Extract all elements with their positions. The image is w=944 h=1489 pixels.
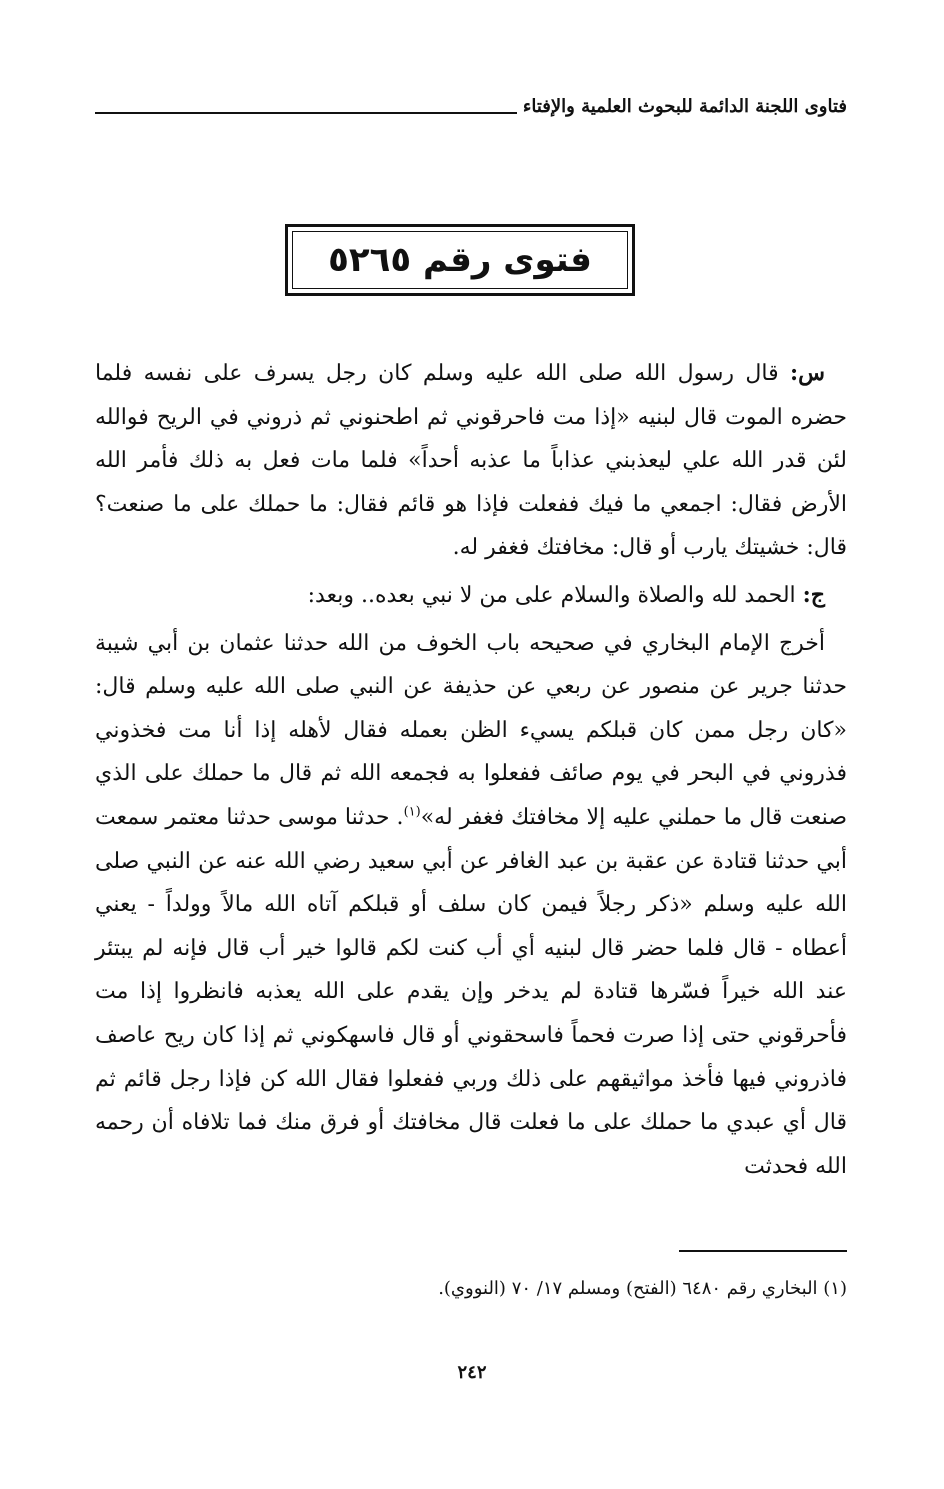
header-rule bbox=[95, 112, 517, 114]
question-label: س: bbox=[790, 360, 826, 386]
answer-opening-paragraph bbox=[95, 574, 847, 618]
footnote: (١) البخاري رقم ٦٤٨٠ (الفتح) ومسلم ١٧/ ٧٠ (النووي). bbox=[438, 1278, 847, 1299]
running-header bbox=[95, 88, 847, 118]
fatwa-title: فتوى رقم ٥٢٦٥ bbox=[328, 240, 592, 280]
fatwa-body bbox=[95, 352, 847, 1188]
page-number: ٢٤٢ bbox=[457, 1362, 487, 1383]
footnote-reference[interactable]: (١) bbox=[403, 804, 421, 820]
answer-opening: الحمد لله والصلاة والسلام على من لا نبي بعده.. وبعد: bbox=[307, 582, 796, 608]
answer-label: ج: bbox=[802, 581, 825, 608]
answer-text-part2: . حدثنا موسى حدثنا معتمر سمعت أبي حدثنا قتادة عن عقبة بن عبد الغافر عن أبي سعيد رضي الله عنه عن النبي صلى الله عليه وسلم «ذكر رجلاً فيمن كان سلف أو قبلكم آتاه الله مالاً وولداً - يعني أعطاه - قال فلما حضر قال لبنيه أي أب كنت لكم قالوا خير أب قال فإنه لم يبتئر عند الله خيراً فسّرها قتادة لم يدخر وإن يقدم على الله يعذبه فانظروا إذا مت فأحرقوني حتى إذا صرت فحماً فاسحقوني أو قال فاسهكوني ثم إذا كان ريح عاصف فاذروني فيها فأخذ مواثيقهم على ذلك وربي ففعلوا فقال الله كن فإذا رجل قائم ثم قال أي عبدي ما حملك على ما فعلت قال مخافتك أو فرق منك فما تلافاه أن رحمه الله فحدثت bbox=[95, 804, 847, 1179]
answer-body-paragraph bbox=[95, 622, 847, 1189]
fatwa-title-box bbox=[285, 224, 635, 296]
footnote-separator bbox=[679, 1250, 847, 1252]
answer-text-part1: أخرج الإمام البخاري في صحيحه باب الخوف من الله حدثنا عثمان بن أبي شيبة حدثنا جرير عن منصور عن ربعي عن حذيفة عن النبي صلى الله عليه وسلم قال: «كان رجل ممن كان قبلكم يسيء الظن بعمله فقال لأهله إذا أنا مت فخذوني فذروني في البحر في يوم صائف ففعلوا به فجمعه الله ثم قال ما حملك على الذي صنعت قال ما حملني عليه إلا مخافتك فغفر له» bbox=[95, 630, 847, 830]
question-text: قال رسول الله صلى الله عليه وسلم كان رجل يسرف على نفسه فلما حضره الموت قال لبنيه «إذا مت فاحرقوني ثم اطحنوني ثم ذروني في الريح فوالله لئن قدر الله علي ليعذبني عذاباً ما عذبه أحداً» فلما مات فعل به ذلك فأمر الله الأرض فقال: اجمعي ما فيك ففعلت فإذا هو قائم فقال: ما حملك على ما صنعت؟ قال: خشيتك يارب أو قال: مخافتك فغفر له. bbox=[95, 361, 847, 561]
running-title: فتاوى اللجنة الدائمة للبحوث العلمية والإفتاء bbox=[522, 96, 847, 117]
question-paragraph bbox=[95, 352, 847, 570]
